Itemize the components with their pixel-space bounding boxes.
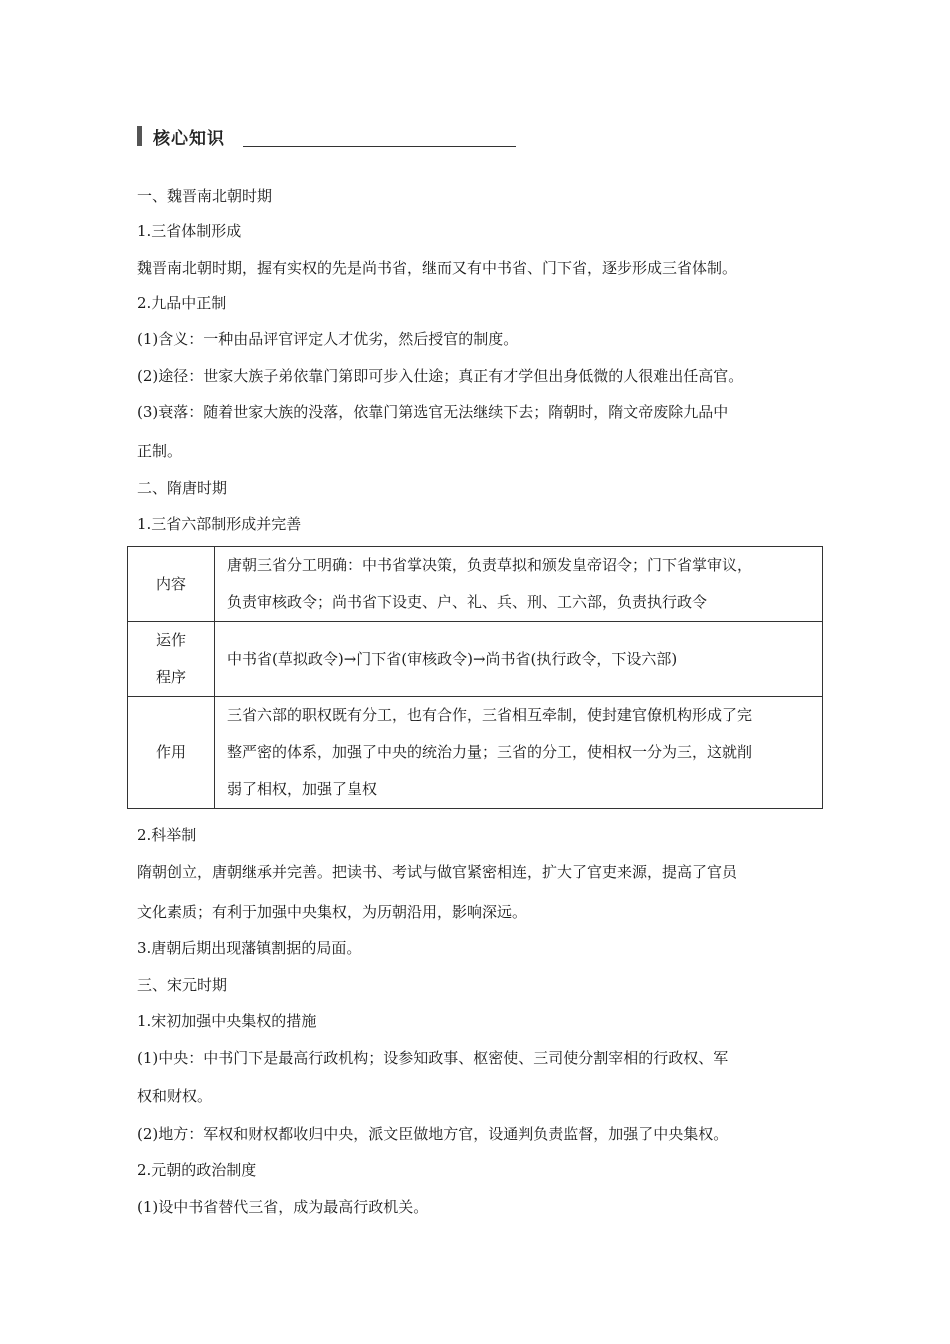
paragraph: 魏晋南北朝时期，握有实权的先是尚书省，继而又有中书省、门下省，逐步形成三省体制。: [137, 259, 738, 277]
row-content-line: 唐朝三省分工明确：中书省掌决策，负责草拟和颁发皇帝诏令；门下省掌审议，: [227, 556, 753, 574]
table-row: [128, 622, 823, 697]
row-content: [215, 622, 823, 697]
row-content-line: 中书省(草拟政令)→门下省(审核政令)→尚书省(执行政令，下设六部): [227, 649, 678, 668]
subheading-imperial-exam: 2.科举制: [137, 826, 197, 844]
subheading-three-departments: 1.三省体制形成: [137, 222, 242, 240]
paragraph: (1)设中书省替代三省，成为最高行政机关。: [137, 1198, 429, 1216]
row-content-line: 弱了相权，加强了皇权: [227, 780, 378, 798]
header-underline: [243, 146, 516, 147]
paragraph-continuation: 权和财权。: [137, 1087, 213, 1105]
paragraph: (1)中央：中书门下是最高行政机构；设参知政事、枢密使、三司使分割宰相的行政权、军: [137, 1049, 729, 1067]
row-content-line: 负责审核政令；尚书省下设吏、户、礼、兵、刑、工六部，负责执行政令: [227, 593, 708, 611]
three-departments-table: [127, 546, 823, 809]
row-label: [128, 697, 215, 809]
heading-song-yuan: 三、宋元时期: [137, 976, 228, 994]
row-label-text: 作用: [155, 743, 186, 761]
row-content-line: 整严密的体系，加强了中央的统治力量；三省的分工，使相权一分为三，这就削: [227, 743, 753, 761]
row-label-text: 运作: [155, 631, 186, 649]
paragraph: (2)地方：军权和财权都收归中央，派文臣做地方官，设通判负责监督，加强了中央集权。: [137, 1125, 729, 1143]
row-label: [128, 547, 215, 622]
table-row: [128, 697, 823, 809]
paragraph: (1)含义：一种由品评官评定人才优劣，然后授官的制度。: [137, 330, 519, 348]
table-row: [128, 547, 823, 622]
paragraph: (2)途径：世家大族子弟依靠门第即可步入仕途；真正有才学但出身低微的人很难出任高官。: [137, 367, 744, 385]
row-content: [215, 697, 823, 809]
row-content-line: 三省六部的职权既有分工，也有合作，三省相互牵制，使封建官僚机构形成了完: [227, 706, 753, 724]
row-content: [215, 547, 823, 622]
row-label: [128, 622, 215, 697]
section-title: 核心知识: [153, 128, 225, 149]
paragraph: 隋朝创立，唐朝继承并完善。把读书、考试与做官紧密相连，扩大了官吏来源，提高了官员: [137, 863, 738, 881]
header-bar-marker: [137, 126, 142, 146]
subheading-early-song: 1.宋初加强中央集权的措施: [137, 1012, 317, 1030]
paragraph-continuation: 正制。: [137, 442, 183, 460]
heading-wei-jin: 一、魏晋南北朝时期: [137, 187, 273, 205]
heading-sui-tang: 二、隋唐时期: [137, 479, 228, 497]
paragraph-continuation: 文化素质；有利于加强中央集权，为历朝沿用，影响深远。: [137, 903, 528, 921]
subheading-late-tang: 3.唐朝后期出现藩镇割据的局面。: [137, 939, 362, 957]
paragraph: (3)衰落：随着世家大族的没落，依靠门第选官无法继续下去；隋朝时，隋文帝废除九品中: [137, 403, 729, 421]
subheading-yuan-politics: 2.元朝的政治制度: [137, 1161, 257, 1179]
subheading-three-departments-six-ministries: 1.三省六部制形成并完善: [137, 515, 302, 533]
section-header: [137, 124, 225, 148]
row-label-text: 内容: [155, 574, 186, 593]
row-label-text: 程序: [155, 668, 186, 686]
subheading-nine-rank: 2.九品中正制: [137, 294, 227, 312]
